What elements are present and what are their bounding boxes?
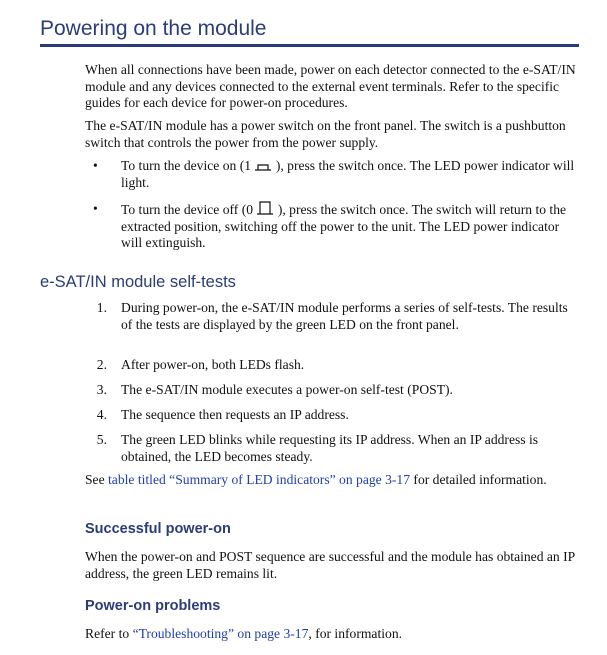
bullet-text: To turn the device off (0 ), press the switch once. The switch will return to the extracted position, switching off the power to the unit. The LED power indicator will extinguish. xyxy=(121,202,567,251)
list-number: 4. xyxy=(96,407,107,422)
page-title: Powering on the module xyxy=(40,17,267,40)
list-number: 1. xyxy=(96,300,107,315)
list-item xyxy=(85,407,580,424)
switch-on-icon xyxy=(254,161,272,171)
switch-off-icon xyxy=(256,201,274,215)
list-item xyxy=(85,382,580,399)
subheading-successful-power-on: Successful power-on xyxy=(85,521,231,537)
see-reference-paragraph: See table titled “Summary of LED indicators” on page 3-17 for detailed information. xyxy=(85,472,547,487)
list-item xyxy=(85,300,580,350)
list-item-text: After power-on, both LEDs flash. xyxy=(121,357,305,372)
intro-paragraph-2: The e-SAT/IN module has a power switch on the front panel. The switch is a pushbutton switch that controls the power from the power supply. xyxy=(85,118,566,150)
list-number: 2. xyxy=(96,357,107,372)
title-rule xyxy=(40,44,579,47)
bullet-power-off xyxy=(85,201,580,251)
list-item-text: The sequence then requests an IP address. xyxy=(121,407,349,422)
bullet-marker: • xyxy=(93,158,98,173)
bullet-text: To turn the device on (1 ), press the switch once. The LED power indicator will light. xyxy=(121,158,575,190)
intro-paragraph-1: When all connections have been made, power on each detector connected to the e-SAT/IN module and any devices connected to the external event terminals. Refer to the specific guides for each device for power-on procedures. xyxy=(85,62,576,111)
list-item xyxy=(85,357,580,374)
section-heading-self-tests: e-SAT/IN module self-tests xyxy=(40,273,236,291)
list-item xyxy=(85,432,580,466)
list-item-text: The e-SAT/IN module executes a power-on self-test (POST). xyxy=(121,382,453,397)
list-item-text: During power-on, the e-SAT/IN module performs a series of self-tests. The results of the tests are displayed by the green LED on the front panel. xyxy=(121,300,568,332)
list-number: 5. xyxy=(96,432,107,447)
bullet-power-on xyxy=(85,158,580,192)
success-paragraph: When the power-on and POST sequence are successful and the module has obtained an IP address, the green LED remains lit. xyxy=(85,549,575,581)
bullet-marker: • xyxy=(93,201,98,216)
led-summary-link[interactable]: table titled “Summary of LED indicators” on page 3-17 xyxy=(108,472,411,487)
troubleshooting-link[interactable]: “Troubleshooting” on page 3-17 xyxy=(132,626,309,641)
problems-paragraph: Refer to “Troubleshooting” on page 3-17, for information. xyxy=(85,626,403,641)
list-item-text: The green LED blinks while requesting its IP address. When an IP address is obtained, the LED becomes steady. xyxy=(121,432,539,464)
subheading-power-on-problems: Power-on problems xyxy=(85,598,221,614)
list-number: 3. xyxy=(96,382,107,397)
